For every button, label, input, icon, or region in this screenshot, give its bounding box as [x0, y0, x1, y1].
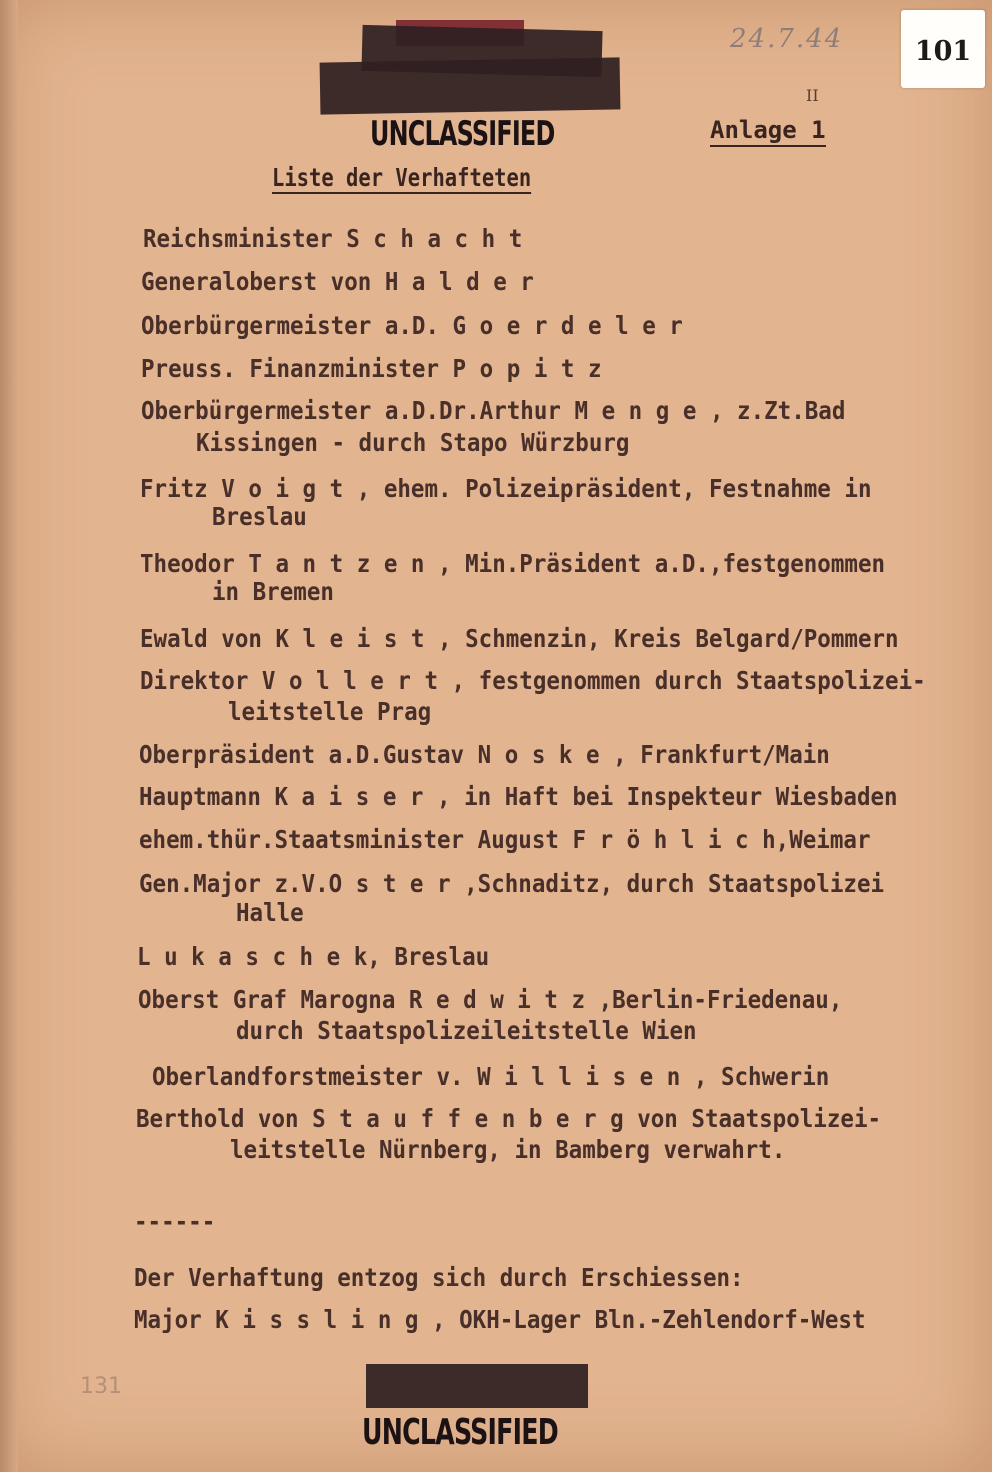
- list-item: Oberbürgermeister a.D.Dr.Arthur M e n g e , z.Zt.Bad: [141, 396, 846, 425]
- list-item-continuation: Kissingen - durch Stapo Würzburg: [196, 428, 630, 457]
- list-item: Preuss. Finanzminister P o p i t z: [141, 354, 602, 383]
- list-item: Berthold von S t a u f f e n b e r g von Staatspolizei-: [136, 1104, 882, 1133]
- list-item: Theodor T a n t z e n , Min.Präsident a.D.,festgenommen: [140, 549, 886, 578]
- separator-line: ------: [134, 1207, 216, 1236]
- list-item: Hauptmann K a i s e r , in Haft bei Inspekteur Wiesbaden: [139, 782, 898, 811]
- redaction-bar-bottom: [366, 1364, 588, 1408]
- list-item-continuation: Breslau: [212, 502, 307, 531]
- list-item: Oberst Graf Marogna R e d w i t z ,Berlin-Friedenau,: [138, 985, 843, 1014]
- margin-number: 131: [80, 1374, 122, 1399]
- footer-heading: Der Verhaftung entzog sich durch Erschiessen:: [134, 1263, 744, 1292]
- list-item: L u k a s c h e k, Breslau: [137, 942, 490, 971]
- redaction-bar-top-3: [320, 57, 621, 114]
- annex-superscript: II: [806, 86, 819, 105]
- list-item: Oberbürgermeister a.D. G o e r d e l e r: [141, 311, 683, 340]
- annex-label: Anlage 1: [710, 116, 826, 147]
- list-item: ehem.thür.Staatsminister August F r ö h l i c h,Weimar: [139, 825, 871, 854]
- list-item-continuation: leitstelle Nürnberg, in Bamberg verwahrt.: [230, 1135, 786, 1164]
- list-item-continuation: in Bremen: [212, 577, 334, 606]
- list-item: Generaloberst von H a l d e r: [141, 267, 534, 296]
- page-number-label: [901, 10, 985, 88]
- page-number: 101: [914, 36, 972, 67]
- bottom-unclassified-stamp: UNCLASSIFIED: [362, 1412, 558, 1453]
- list-item: Reichsminister S c h a c h t: [143, 224, 523, 253]
- list-item: Direktor V o l l e r t , festgenommen durch Staatspolizei-: [140, 666, 926, 695]
- handwritten-date: 24.7.44: [730, 24, 844, 54]
- list-item: Oberlandforstmeister v. W i l l i s e n , Schwerin: [152, 1062, 830, 1091]
- top-unclassified-stamp: UNCLASSIFIED: [370, 114, 555, 154]
- document-title: Liste der Verhafteten: [272, 163, 532, 192]
- list-item-continuation: leitstelle Prag: [228, 697, 432, 726]
- list-item-continuation: durch Staatspolizeileitstelle Wien: [236, 1016, 697, 1045]
- list-item-continuation: Halle: [236, 898, 304, 927]
- binding-edge: [0, 0, 18, 1472]
- list-item: Fritz V o i g t , ehem. Polizeipräsident, Festnahme in: [140, 474, 872, 503]
- list-item: Gen.Major z.V.O s t e r ,Schnaditz, durch Staatspolizei: [139, 869, 885, 898]
- list-item: Oberpräsident a.D.Gustav N o s k e , Frankfurt/Main: [139, 740, 830, 769]
- list-item: Ewald von K l e i s t , Schmenzin, Kreis Belgard/Pommern: [140, 624, 899, 653]
- footer-entry: Major K i s s l i n g , OKH-Lager Bln.-Zehlendorf-West: [134, 1305, 866, 1334]
